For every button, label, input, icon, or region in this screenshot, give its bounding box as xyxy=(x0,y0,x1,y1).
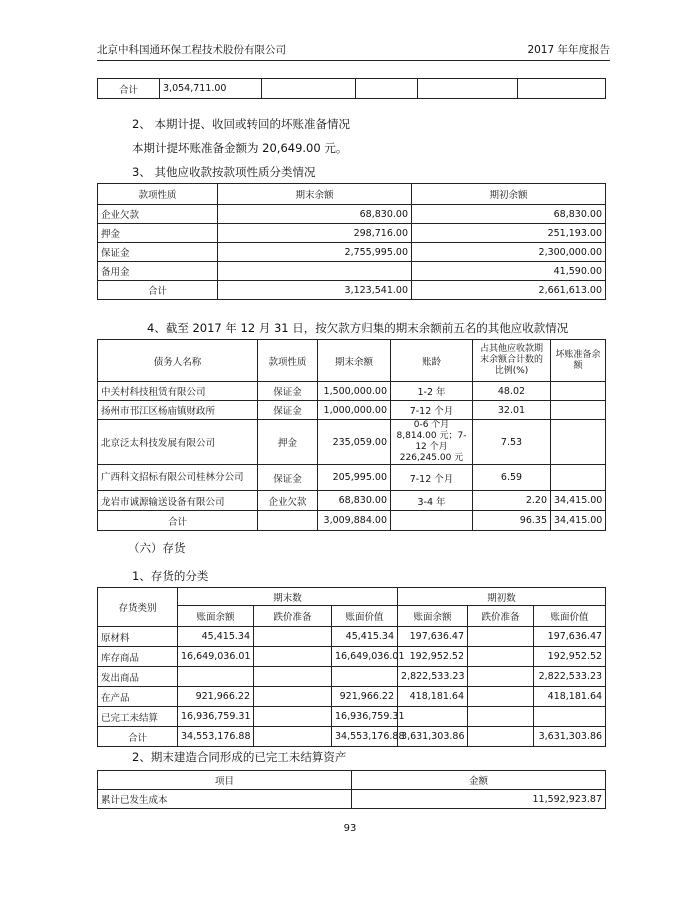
table-cell xyxy=(534,707,606,727)
table-cell: 192,952.52 xyxy=(398,647,468,667)
table-cell xyxy=(254,707,332,727)
col-header: 账面余额 xyxy=(398,606,468,627)
table-cell xyxy=(391,511,473,531)
table-cell: 库存商品 xyxy=(98,647,178,667)
table-cell xyxy=(218,262,412,281)
section-text: 本期计提坏账准备金额为 20,649.00 元。 xyxy=(132,141,348,155)
table-cell: 7-12 个月 xyxy=(391,465,473,491)
top-total-table xyxy=(97,78,606,99)
table-cell: 68,830.00 xyxy=(218,205,412,224)
table-cell: 在产品 xyxy=(98,687,178,707)
table-cell xyxy=(468,727,534,747)
col-header: 债务人名称 xyxy=(98,340,258,382)
table-cell xyxy=(398,707,468,727)
table-cell: 发出商品 xyxy=(98,667,178,687)
table-cell: 96.35 xyxy=(473,511,551,531)
table-cell: 合计 xyxy=(98,79,160,99)
table-cell: 3,631,303.86 xyxy=(534,727,606,747)
table-cell: 押金 xyxy=(98,224,218,243)
table-cell: 2.20 xyxy=(473,491,551,511)
table-row xyxy=(98,511,606,531)
table-row xyxy=(98,491,606,511)
table-cell xyxy=(254,647,332,667)
table-row xyxy=(98,382,606,401)
table-cell: 251,193.00 xyxy=(412,224,606,243)
table-cell: 1-2 年 xyxy=(391,382,473,401)
table-cell: 3,054,711.00 xyxy=(160,79,262,99)
table-cell xyxy=(468,627,534,647)
table-cell: 34,415.00 xyxy=(551,511,606,531)
table-row xyxy=(98,243,606,262)
section-subtitle: 1、存货的分类 xyxy=(132,569,209,583)
section-title: 2、 本期计提、收回或转回的坏账准备情况 xyxy=(132,117,350,131)
col-header: 账面价值 xyxy=(332,606,398,627)
table-cell xyxy=(254,627,332,647)
company-name: 北京中科国通环保工程技术股份有限公司 xyxy=(97,44,286,56)
table-cell: 企业欠款 xyxy=(258,491,318,511)
table-cell: 扬州市邗江区杨庙镇财政所 xyxy=(98,401,258,420)
table-cell: 921,966.22 xyxy=(332,687,398,707)
table-cell: 3,009,884.00 xyxy=(318,511,391,531)
table-cell xyxy=(551,401,606,420)
table-cell: 广西科文招标有限公司桂林分公司 xyxy=(98,465,258,491)
table-row xyxy=(98,465,606,491)
table-row xyxy=(98,727,606,747)
report-title: 2017 年年度报告 xyxy=(527,44,610,56)
table-cell: 3-4 年 xyxy=(391,491,473,511)
table-row xyxy=(98,687,606,707)
table-row xyxy=(98,790,606,809)
table-row xyxy=(98,281,606,300)
table-cell: 68,830.00 xyxy=(318,491,391,511)
table-cell xyxy=(254,667,332,687)
table-cell: 34,553,176.88 xyxy=(178,727,254,747)
table-cell xyxy=(468,667,534,687)
table-cell: 2,300,000.00 xyxy=(412,243,606,262)
table-cell: 保证金 xyxy=(258,465,318,491)
table-row xyxy=(98,647,606,667)
table-cell: 2,822,533.23 xyxy=(398,667,468,687)
table-cell: 6.59 xyxy=(473,465,551,491)
table-cell: 34,415.00 xyxy=(551,491,606,511)
table-cell: 2,661,613.00 xyxy=(412,281,606,300)
top5-debtors-table xyxy=(97,339,606,531)
section-title: 4、截至 2017 年 12 月 31 日，按欠款方归集的期末余额前五名的其他应收款情况 xyxy=(147,321,569,335)
table-cell: 41,590.00 xyxy=(412,262,606,281)
table-cell: 备用金 xyxy=(98,262,218,281)
table-cell: 原材料 xyxy=(98,627,178,647)
table-row xyxy=(98,224,606,243)
table-cell: 48.02 xyxy=(473,382,551,401)
col-header: 款项性质 xyxy=(258,340,318,382)
table-cell: 68,830.00 xyxy=(412,205,606,224)
table-cell: 2,755,995.00 xyxy=(218,243,412,262)
table-cell xyxy=(254,727,332,747)
table-cell xyxy=(468,647,534,667)
table-row xyxy=(98,627,606,647)
table-cell xyxy=(178,667,254,687)
table-cell: 企业欠款 xyxy=(98,205,218,224)
table-cell: 32.01 xyxy=(473,401,551,420)
section-title: （六）存货 xyxy=(128,541,186,555)
table-row xyxy=(98,205,606,224)
header-rule xyxy=(97,60,610,61)
col-header: 项目 xyxy=(98,771,352,790)
table-cell: 16,649,036.01 xyxy=(178,647,254,667)
col-header: 期末余额 xyxy=(318,340,391,382)
table-cell: 192,952.52 xyxy=(534,647,606,667)
table-cell xyxy=(332,667,398,687)
table-cell: 418,181.64 xyxy=(534,687,606,707)
table-cell xyxy=(551,420,606,465)
col-header: 金额 xyxy=(352,771,606,790)
table-cell: 45,415.34 xyxy=(332,627,398,647)
table-cell xyxy=(258,511,318,531)
table-cell: 合计 xyxy=(98,727,178,747)
col-header: 账龄 xyxy=(391,340,473,382)
table-cell: 中关村科技租赁有限公司 xyxy=(98,382,258,401)
col-header: 期末数 xyxy=(178,588,398,606)
table-cell: 北京泛太科技发展有限公司 xyxy=(98,420,258,465)
table-row xyxy=(98,667,606,687)
table-cell: 205,995.00 xyxy=(318,465,391,491)
col-header: 跌价准备 xyxy=(468,606,534,627)
table-row xyxy=(98,707,606,727)
col-header: 账面余额 xyxy=(178,606,254,627)
table-cell: 合计 xyxy=(98,281,218,300)
table-cell: 235,059.00 xyxy=(318,420,391,465)
table-cell: 3,631,303.86 xyxy=(398,727,468,747)
table-cell: 3,123,541.00 xyxy=(218,281,412,300)
table-cell xyxy=(468,687,534,707)
col-header: 占其他应收款期末余额合计数的比例(%) xyxy=(473,340,551,382)
table-cell: 921,966.22 xyxy=(178,687,254,707)
table-cell: 16,649,036.01 xyxy=(332,647,398,667)
table-cell: 已完工未结算 xyxy=(98,707,178,727)
table-cell: 16,936,759.31 xyxy=(178,707,254,727)
table-cell: 11,592,923.87 xyxy=(352,790,606,809)
table-cell: 0-6 个月 8,814.00 元；7-12 个月 226,245.00 元 xyxy=(391,420,473,465)
table-cell: 197,636.47 xyxy=(534,627,606,647)
table-cell xyxy=(254,687,332,707)
col-header: 坏账准备余额 xyxy=(551,340,606,382)
receivables-by-nature-table xyxy=(97,183,606,300)
section-subtitle: 2、期末建造合同形成的已完工未结算资产 xyxy=(132,750,347,764)
table-cell: 2,822,533.23 xyxy=(534,667,606,687)
section-title: 3、 其他应收款按款项性质分类情况 xyxy=(132,165,316,179)
table-cell: 累计已发生成本 xyxy=(98,790,352,809)
table-cell: 197,636.47 xyxy=(398,627,468,647)
col-header: 存货类别 xyxy=(98,588,178,627)
table-row xyxy=(98,262,606,281)
table-cell: 合计 xyxy=(98,511,258,531)
table-cell xyxy=(551,382,606,401)
table-cell: 298,716.00 xyxy=(218,224,412,243)
col-header: 账面价值 xyxy=(534,606,606,627)
table-cell: 保证金 xyxy=(98,243,218,262)
page-header xyxy=(97,42,610,56)
table-cell: 龙岩市诚源输送设备有限公司 xyxy=(98,491,258,511)
col-header: 款项性质 xyxy=(98,184,218,205)
table-cell: 1,000,000.00 xyxy=(318,401,391,420)
inventory-table xyxy=(97,587,606,747)
table-cell xyxy=(551,465,606,491)
table-cell: 保证金 xyxy=(258,382,318,401)
table-row xyxy=(98,401,606,420)
table-cell: 1,500,000.00 xyxy=(318,382,391,401)
col-header: 期末余额 xyxy=(218,184,412,205)
construction-contract-table xyxy=(97,770,606,809)
table-cell: 7.53 xyxy=(473,420,551,465)
table-cell xyxy=(468,707,534,727)
table-row xyxy=(98,420,606,465)
table-cell: 16,936,759.31 xyxy=(332,707,398,727)
table-cell: 34,553,176.88 xyxy=(332,727,398,747)
col-header: 期初余额 xyxy=(412,184,606,205)
table-cell: 418,181.64 xyxy=(398,687,468,707)
col-header: 跌价准备 xyxy=(254,606,332,627)
table-cell: 45,415.34 xyxy=(178,627,254,647)
table-cell: 押金 xyxy=(258,420,318,465)
table-cell: 保证金 xyxy=(258,401,318,420)
page-number: 93 xyxy=(343,823,357,834)
table-cell: 7-12 个月 xyxy=(391,401,473,420)
col-header: 期初数 xyxy=(398,588,606,606)
